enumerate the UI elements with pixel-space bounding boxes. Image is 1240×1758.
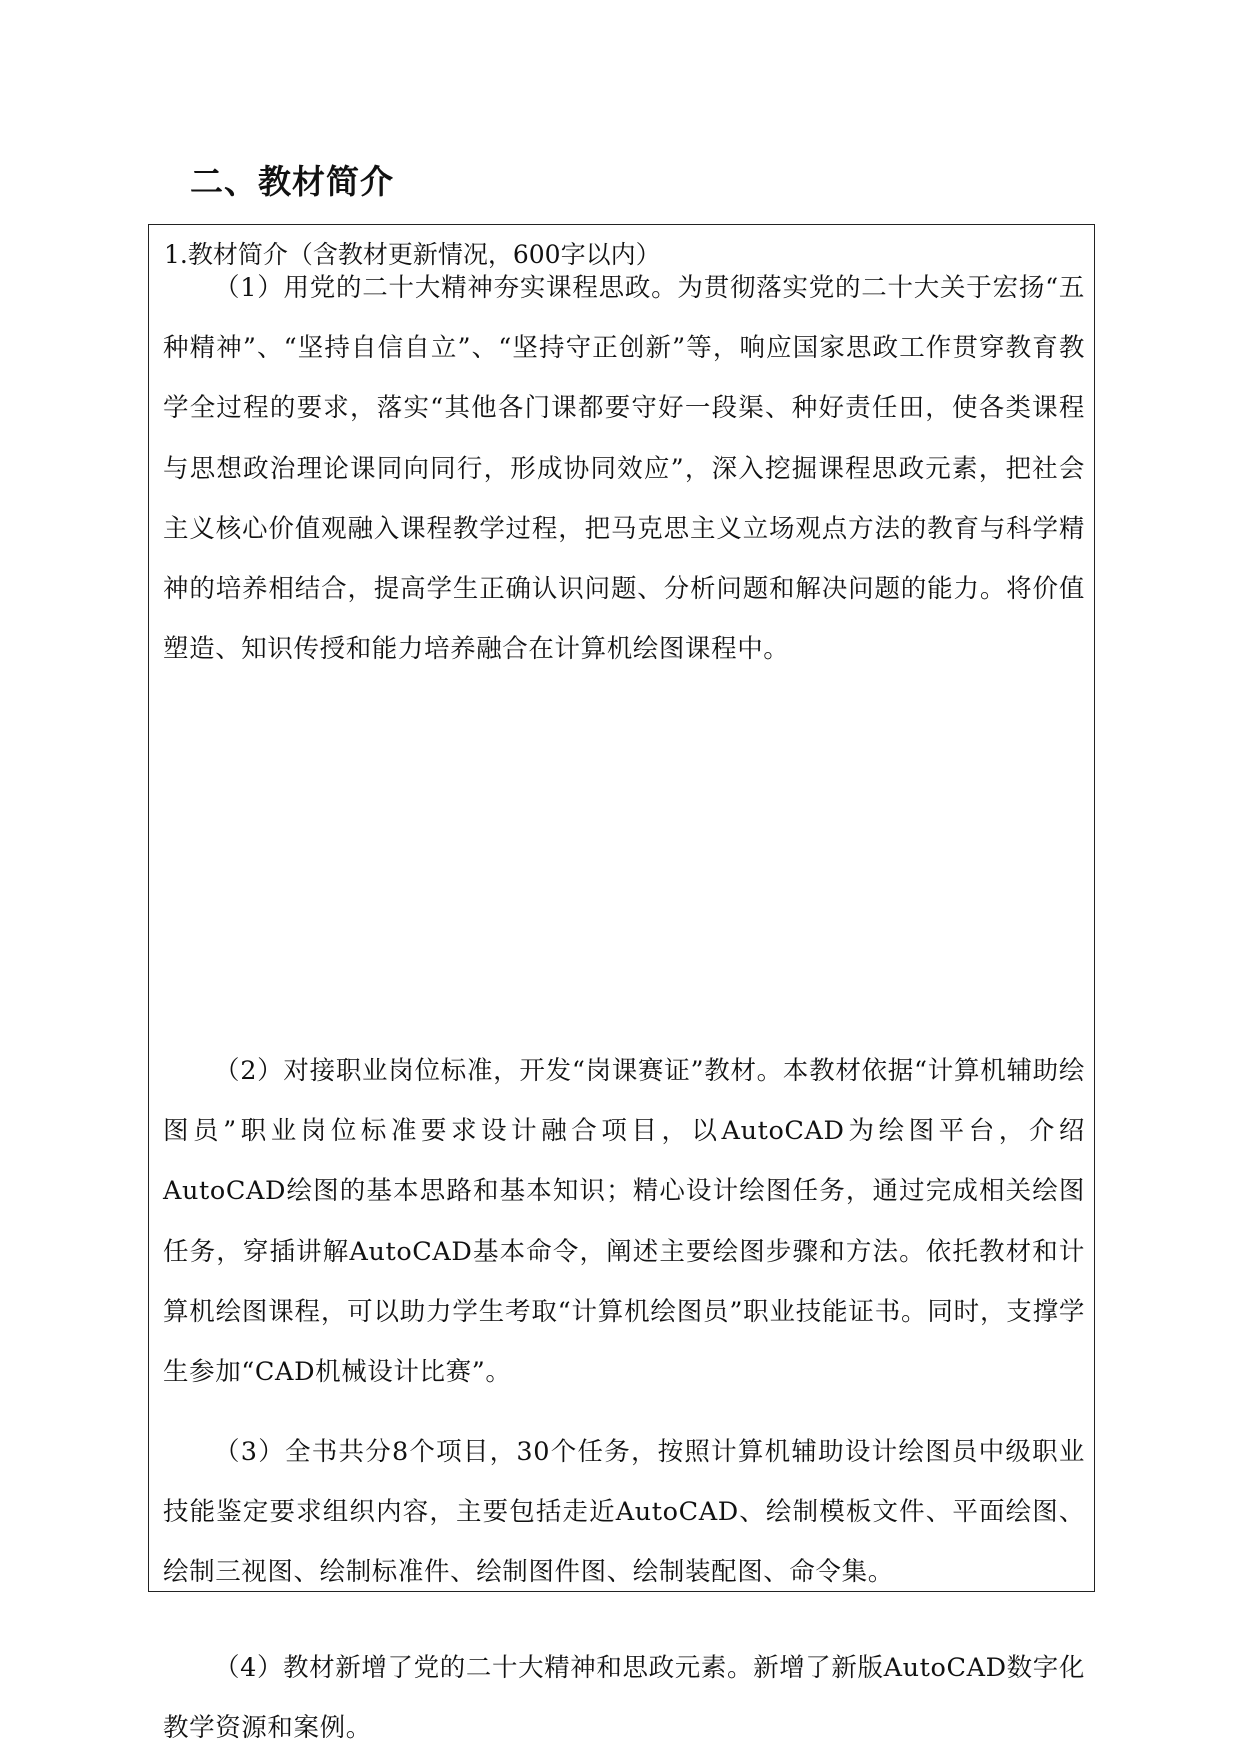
textbook-intro-box xyxy=(148,224,1095,1744)
box-label: 1.教材简介（含教材更新情况，600字以内） xyxy=(164,240,661,269)
paragraph-updates: （4）教材新增了党的二十大精神和思政元素。新增了新版AutoCAD数字化教学资源和案例。 xyxy=(163,1653,1085,1744)
paragraph-book-structure: （3）全书共分8个项目，30个任务，按照计算机辅助设计绘图员中级职业技能鉴定要求组织内容，主要包括走近AutoCAD、绘制模板文件、平面绘图、绘制三视图、绘制标准件、绘制图件图、绘制装配图、命令集。 xyxy=(163,1437,1085,1588)
paragraph-job-standards: （2）对接职业岗位标准，开发“岗课赛证”教材。本教材依据“计算机辅助绘图员”职业岗位标准要求设计融合项目，以AutoCAD为绘图平台，介绍AutoCAD绘图的基本思路和基本知识；精心设计绘图任务，通过完成相关绘图任务，穿插讲解AutoCAD基本命令，阐述主要绘图步骤和方法。依托教材和计算机绘图课程，可以助力学生考取“计算机绘图员”职业技能证书。同时，支撑学生参加“CAD机械设计比赛”。 xyxy=(163,1056,1085,1388)
section-heading: 二、教材简介 xyxy=(190,162,394,201)
paragraph-ideology: （1）用党的二十大精神夯实课程思政。为贯彻落实党的二十大关于宏扬“五种精神”、“坚持自信自立”、“坚持守正创新”等，响应国家思政工作贯穿教育教学全过程的要求，落实“其他各门课都要守好一段渠、种好责任田，使各类课程与思想政治理论课同向同行，形成协同效应”，深入挖掘课程思政元素，把社会主义核心价值观融入课程教学过程，把马克思主义立场观点方法的教育与科学精神的培养相结合，提高学生正确认识问题、分析问题和解决问题的能力。将价值塑造、知识传授和能力培养融合在计算机绘图课程中。 xyxy=(163,273,1085,665)
